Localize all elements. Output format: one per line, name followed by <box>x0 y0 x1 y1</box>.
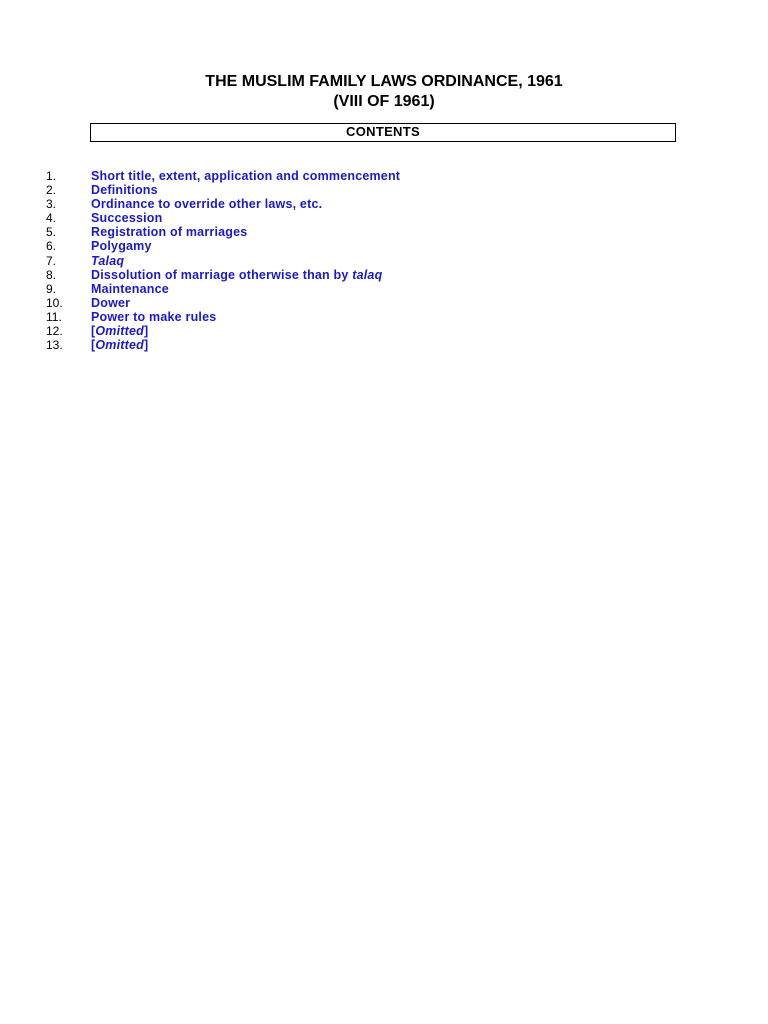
toc-item-link-text: ] <box>144 324 149 339</box>
toc-item-link-text: Short title, extent, application and commencement <box>91 169 401 183</box>
toc-item <box>0 254 768 268</box>
toc-item-link-text: Talaq <box>91 253 125 268</box>
toc-item-link-text: Definitions <box>91 183 158 198</box>
toc-item-link-text: Polygamy <box>91 239 152 254</box>
toc-item-number: 6. <box>46 239 57 254</box>
toc-item-link-text: [ <box>91 324 96 339</box>
document-title <box>0 72 768 112</box>
toc-item <box>0 310 768 324</box>
toc-item-link-text: Maintenance <box>91 281 169 296</box>
toc-item-link-text: Registration of marriages <box>91 225 248 240</box>
toc-item-link[interactable] <box>91 338 148 352</box>
toc-item <box>0 239 768 253</box>
toc-item-link[interactable] <box>91 282 169 296</box>
toc-item <box>0 211 768 225</box>
toc-item-link[interactable] <box>91 268 382 282</box>
toc-item-link[interactable] <box>91 239 152 253</box>
toc-item-link-text: talaq <box>352 267 383 282</box>
toc-item <box>0 282 768 296</box>
toc-item-link-text: [ <box>91 338 96 353</box>
title-line-1: THE MUSLIM FAMILY LAWS ORDINANCE, 1961 <box>205 73 563 90</box>
toc-item-number: 3. <box>46 197 57 212</box>
toc-item-number: 1. <box>46 169 57 183</box>
toc-item-number: 7. <box>46 253 57 268</box>
toc-item-number: 5. <box>46 225 57 240</box>
toc-item-number: 2. <box>46 183 57 198</box>
toc-item-number: 13. <box>46 338 63 353</box>
toc-item <box>0 225 768 239</box>
toc-item <box>0 324 768 338</box>
toc-item <box>0 268 768 282</box>
toc-item-link[interactable] <box>91 197 322 211</box>
toc-item-link-text: Succession <box>91 211 163 226</box>
toc-item-link[interactable] <box>91 296 130 310</box>
toc-item-link[interactable] <box>91 310 216 324</box>
toc-item <box>0 296 768 310</box>
toc-item-link-text: Power to make rules <box>91 309 217 324</box>
toc-item-link[interactable] <box>91 324 148 338</box>
toc-item-link-text: Dower <box>91 295 131 310</box>
toc-item <box>0 169 768 183</box>
toc-item-number: 8. <box>46 267 57 282</box>
toc-item-number: 4. <box>46 211 57 226</box>
toc-item-link[interactable] <box>91 225 247 239</box>
toc-item-number: 11. <box>46 309 62 324</box>
contents-heading: CONTENTS <box>90 123 676 142</box>
toc-item <box>0 197 768 211</box>
toc-item-link-text: ] <box>144 338 149 353</box>
toc-item-number: 10. <box>46 295 63 310</box>
toc-item-link[interactable] <box>91 183 158 197</box>
table-of-contents <box>0 169 768 352</box>
toc-item-link-text: Dissolution of marriage otherwise than by <box>91 267 353 282</box>
toc-item-link-text: Ordinance to override other laws, etc. <box>91 197 323 212</box>
toc-item-link[interactable] <box>91 169 400 183</box>
toc-item-link-text: Omitted <box>95 338 144 353</box>
toc-item-link[interactable] <box>91 254 124 268</box>
toc-item <box>0 338 768 352</box>
toc-item-link-text: Omitted <box>95 324 144 339</box>
title-line-2: (VIII OF 1961) <box>333 93 435 110</box>
toc-item-number: 12. <box>46 324 63 339</box>
toc-item-number: 9. <box>46 281 57 296</box>
toc-item-link[interactable] <box>91 211 162 225</box>
toc-item <box>0 183 768 197</box>
